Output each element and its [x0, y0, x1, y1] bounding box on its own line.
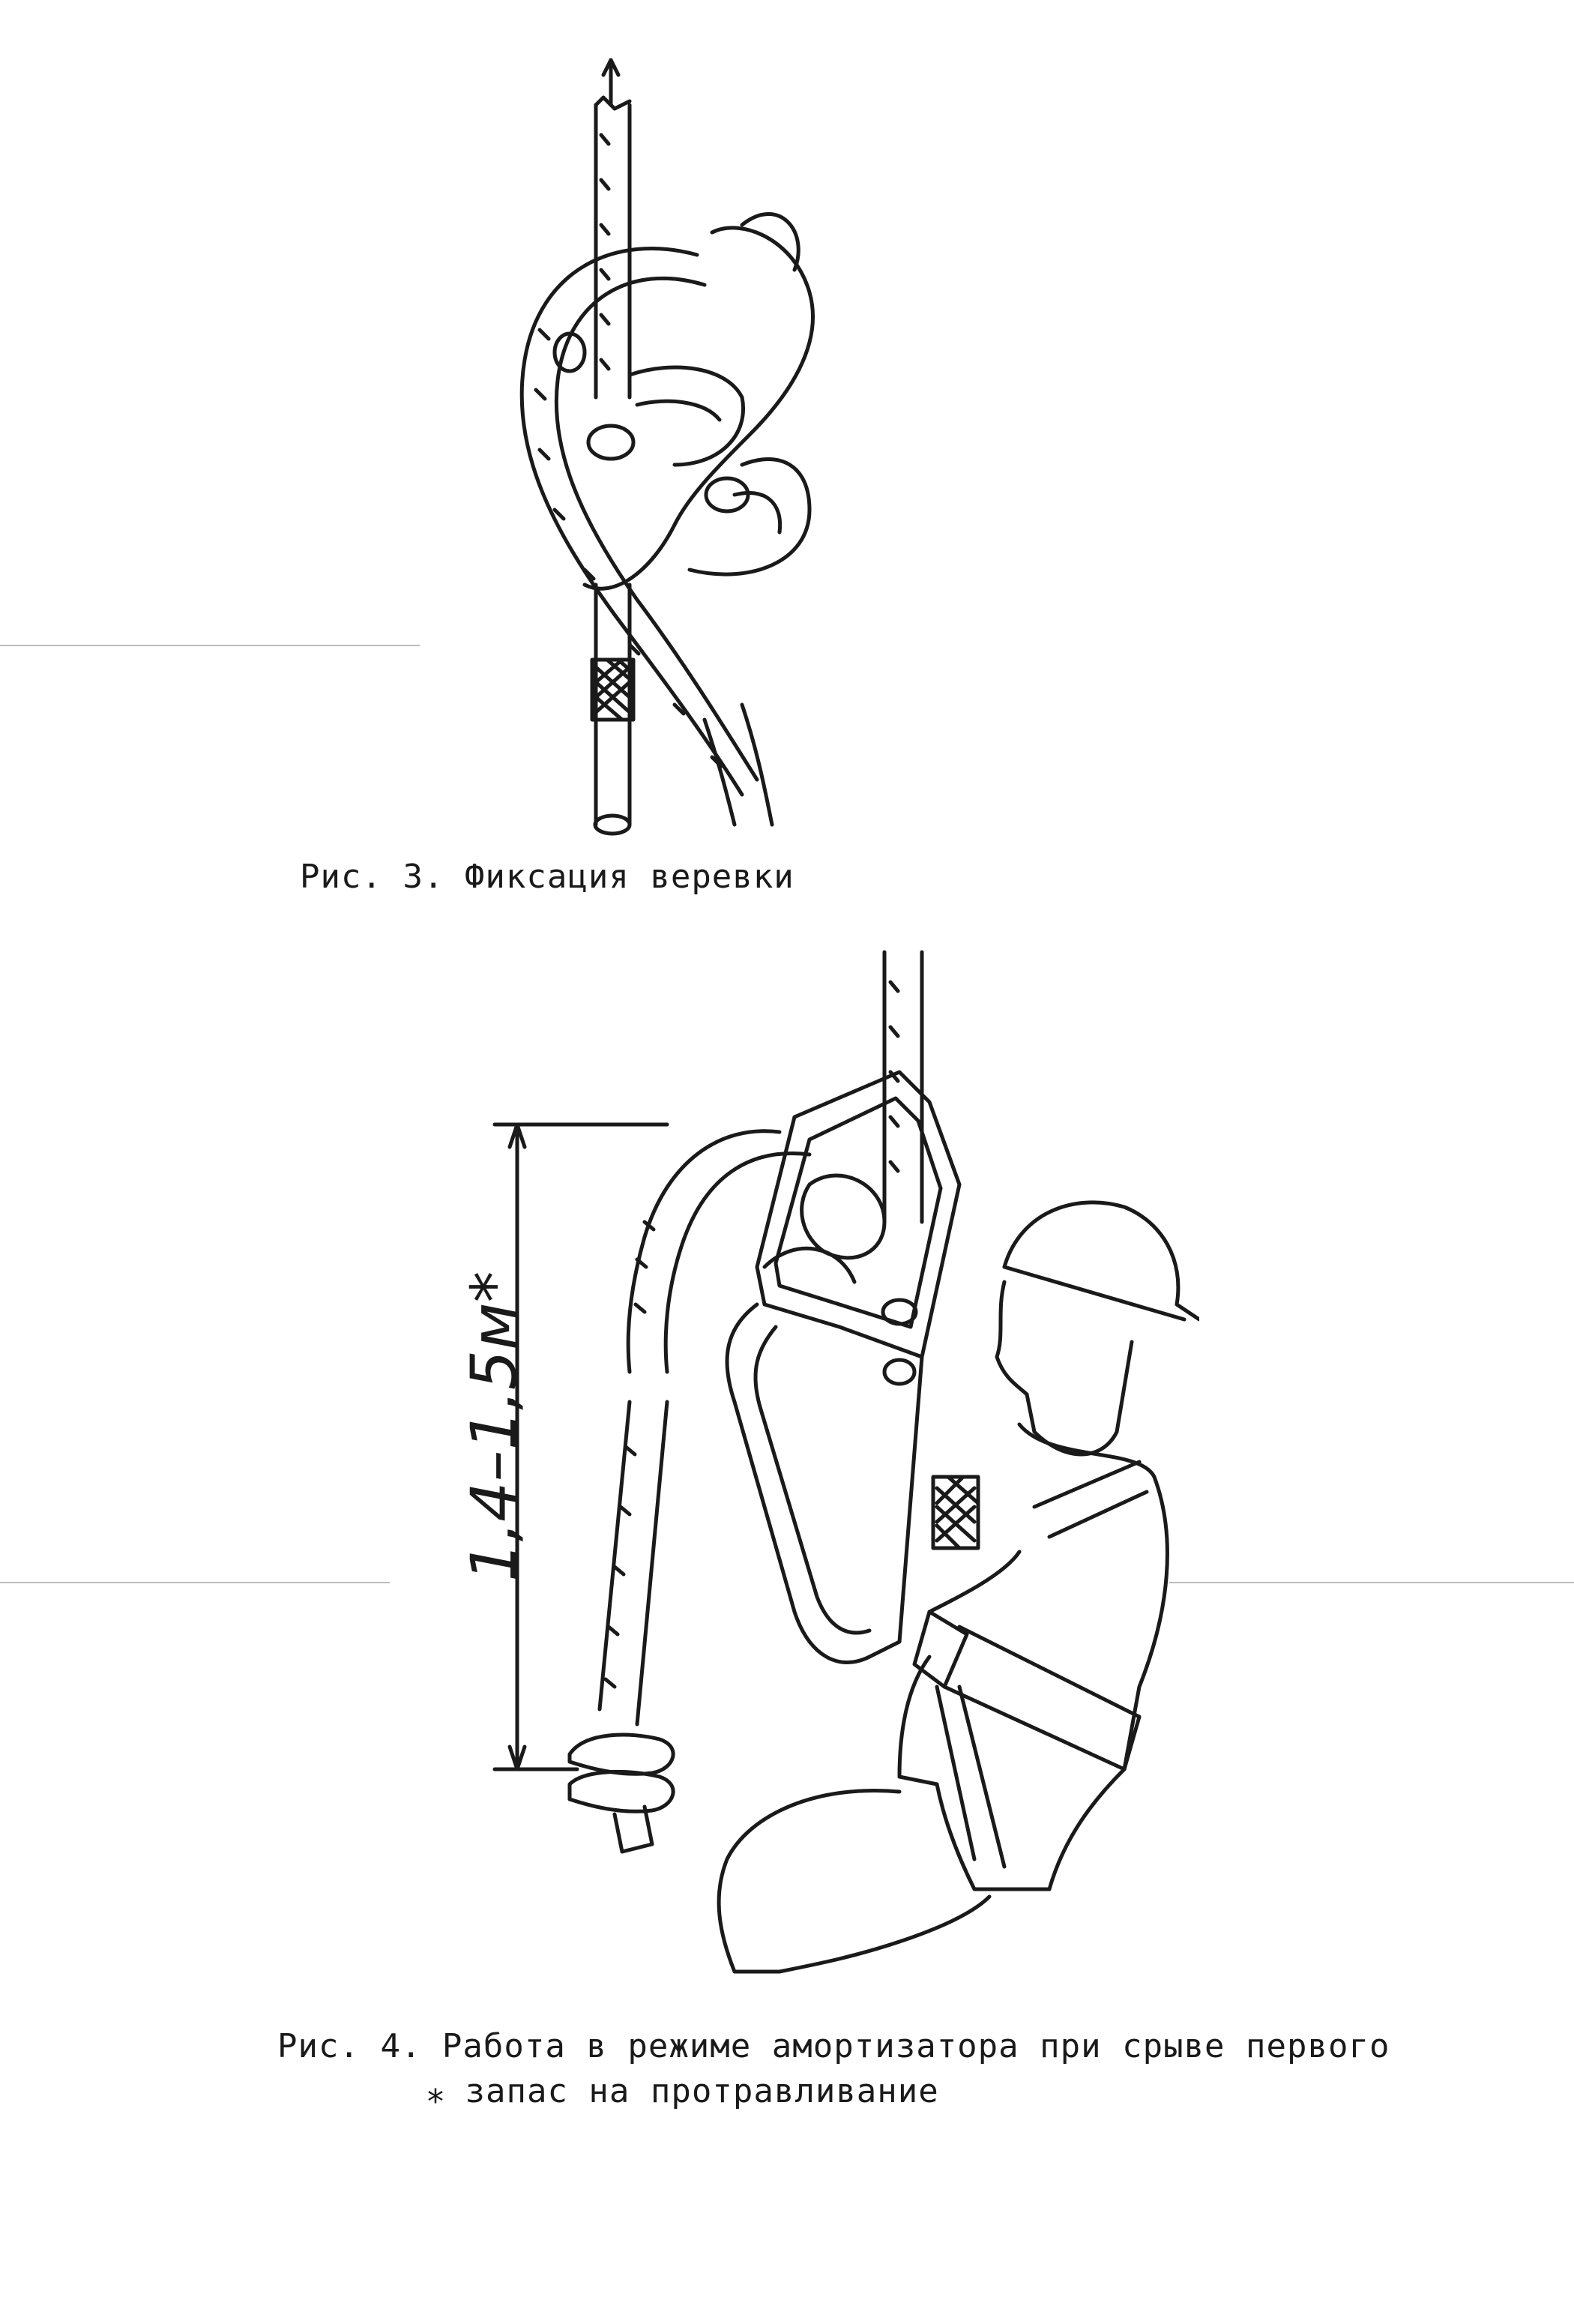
figure-4-caption-line2: ⁎ запас на протравливание: [427, 2072, 939, 2110]
scan-artifact-line: [1169, 1582, 1574, 1583]
scan-artifact-line: [0, 1582, 390, 1583]
scan-artifact-line: [0, 645, 420, 646]
dimension-label: 1,4–1,5м*: [457, 1271, 531, 1582]
figure-3-illustration: [390, 45, 914, 855]
figure-3-caption: Рис. 3. Фиксация веревки: [300, 858, 794, 896]
figure-4-caption-line1: Рис. 4. Работа в режиме амортизатора при срыве первого: [277, 2027, 1390, 2065]
figure-4-illustration: [480, 937, 1199, 1987]
